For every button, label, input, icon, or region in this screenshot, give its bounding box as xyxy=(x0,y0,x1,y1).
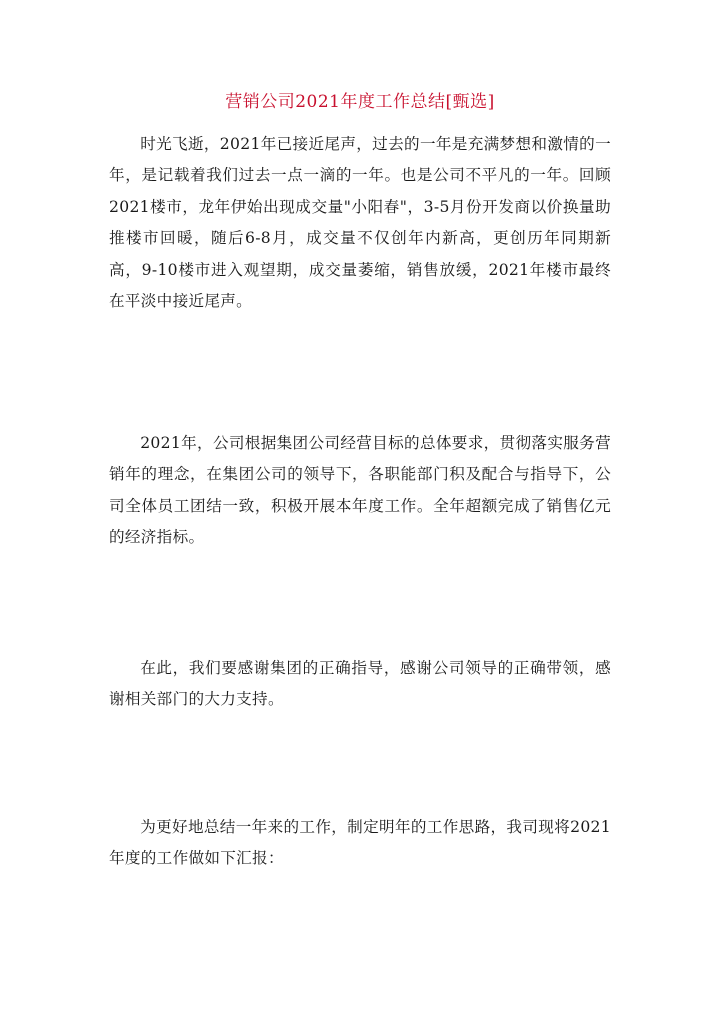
document-title: 营销公司2021年度工作总结[甄选] xyxy=(225,92,495,112)
paragraph-1: 时光飞逝，2021年已接近尾声，过去的一年是充满梦想和激情的一年，是记载着我们过去一点一滴的一年。也是公司不平凡的一年。回顾2021楼市，龙年伊始出现成交量"小阳春"，3-5月份开发商以价换量助推楼市回暖，随后6-8月，成交量不仅创年内新高，更创历年同期新高，9-10楼市进入观望期，成交量萎缩，销售放缓，2021年楼市最终在平淡中接近尾声。 xyxy=(109,135,611,311)
paragraph-3: 在此，我们要感谢集团的正确指导，感谢公司领导的正确带领，感谢相关部门的大力支持。 xyxy=(109,659,611,709)
paragraph-4: 为更好地总结一年来的工作，制定明年的工作思路，我司现将2021年度的工作做如下汇报： xyxy=(109,818,611,868)
paragraph-2: 2021年，公司根据集团公司经营目标的总体要求，贯彻落实服务营销年的理念，在集团公司的领导下，各职能部门积及配合与指导下，公司全体员工团结一致，积极开展本年度工作。全年超额完成了销售亿元的经济指标。 xyxy=(109,434,611,547)
